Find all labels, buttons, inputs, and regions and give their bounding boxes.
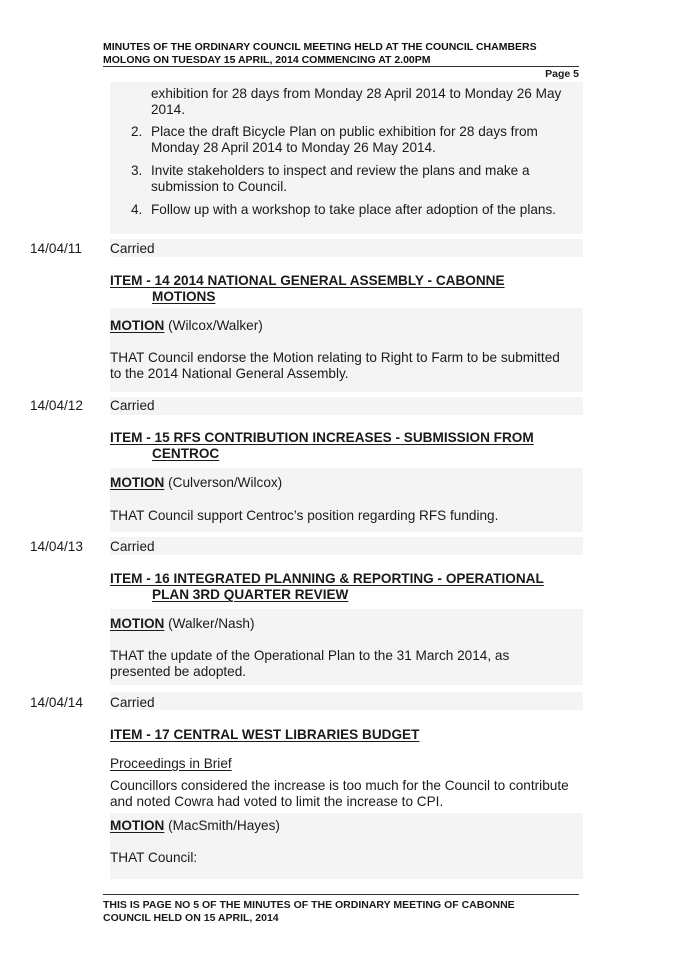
item14-title: ITEM - 14 2014 NATIONAL GENERAL ASSEMBLY - CABONNE MOTIONS xyxy=(110,273,505,304)
resolution-result: Carried xyxy=(110,695,155,710)
footer-divider xyxy=(103,894,579,895)
page-header xyxy=(103,41,579,67)
item17-proceedings-heading: Proceedings in Brief xyxy=(110,756,232,771)
carried-shade-1 xyxy=(110,239,583,257)
resolution-number: 14/04/12 xyxy=(30,398,83,413)
resolution-result: Carried xyxy=(110,539,155,554)
resolution-result: Carried xyxy=(110,241,155,256)
item15-title: ITEM - 15 RFS CONTRIBUTION INCREASES - SUBMISSION FROM CENTROC xyxy=(110,430,534,461)
item16-motion: MOTION (Walker/Nash) xyxy=(110,616,255,631)
list-item: exhibition for 28 days from Monday 28 April 2014 to Monday 26 May 2014. xyxy=(151,86,562,117)
header-divider xyxy=(103,66,579,67)
item17-title: ITEM - 17 CENTRAL WEST LIBRARIES BUDGET xyxy=(110,727,420,742)
item17-motion: MOTION (MacSmith/Hayes) xyxy=(110,818,280,833)
footer-line-1: THIS IS PAGE NO 5 OF THE MINUTES OF THE ORDINARY MEETING OF CABONNE xyxy=(103,899,515,911)
carryover-list xyxy=(110,86,580,218)
footer-line-2: COUNCIL HELD ON 15 APRIL, 2014 xyxy=(103,912,279,924)
item16-title: ITEM - 16 INTEGRATED PLANNING & REPORTING - OPERATIONAL PLAN 3RD QUARTER REVIEW xyxy=(110,571,544,602)
item14-resolution-text: THAT Council endorse the Motion relating to Right to Farm to be submitted to the 2014 National General Assembly. xyxy=(110,350,560,381)
item15-resolution-text: THAT Council support Centroc’s position regarding RFS funding. xyxy=(110,508,499,523)
item17-proceedings-text: Councillors considered the increase is too much for the Council to contribute and noted Cowra had voted to limit the increase to CPI. xyxy=(110,778,569,809)
resolution-number: 14/04/14 xyxy=(30,695,83,710)
item16-resolution-text: THAT the update of the Operational Plan to the 31 March 2014, as presented be adopted. xyxy=(110,648,510,679)
item14-motion: MOTION (Wilcox/Walker) xyxy=(110,318,263,333)
item15-motion: MOTION (Culverson/Wilcox) xyxy=(110,475,283,490)
list-item: 3. Invite stakeholders to inspect and review the plans and make a submission to Council. xyxy=(131,163,530,194)
carried-shade-3 xyxy=(110,537,583,555)
header-line-1: MINUTES OF THE ORDINARY COUNCIL MEETING HELD AT THE COUNCIL CHAMBERS xyxy=(103,41,537,53)
resolution-number: 14/04/11 xyxy=(30,241,82,256)
resolution-result: Carried xyxy=(110,398,155,413)
list-item: 4. Follow up with a workshop to take place after adoption of the plans. xyxy=(131,202,557,217)
page-footer xyxy=(103,899,579,925)
list-item: 2. Place the draft Bicycle Plan on public exhibition for 28 days from Monday 28 April 2014 to Monday 26 May 2014. xyxy=(131,124,538,155)
carried-shade-2 xyxy=(110,397,583,415)
carried-shade-4 xyxy=(110,692,583,710)
resolution-number: 14/04/13 xyxy=(30,539,83,554)
page-number: Page 5 xyxy=(545,68,579,80)
item17-resolution-text: THAT Council: xyxy=(110,850,198,865)
header-line-2: MOLONG ON TUESDAY 15 APRIL, 2014 COMMENCING AT 2.00PM xyxy=(103,54,431,66)
